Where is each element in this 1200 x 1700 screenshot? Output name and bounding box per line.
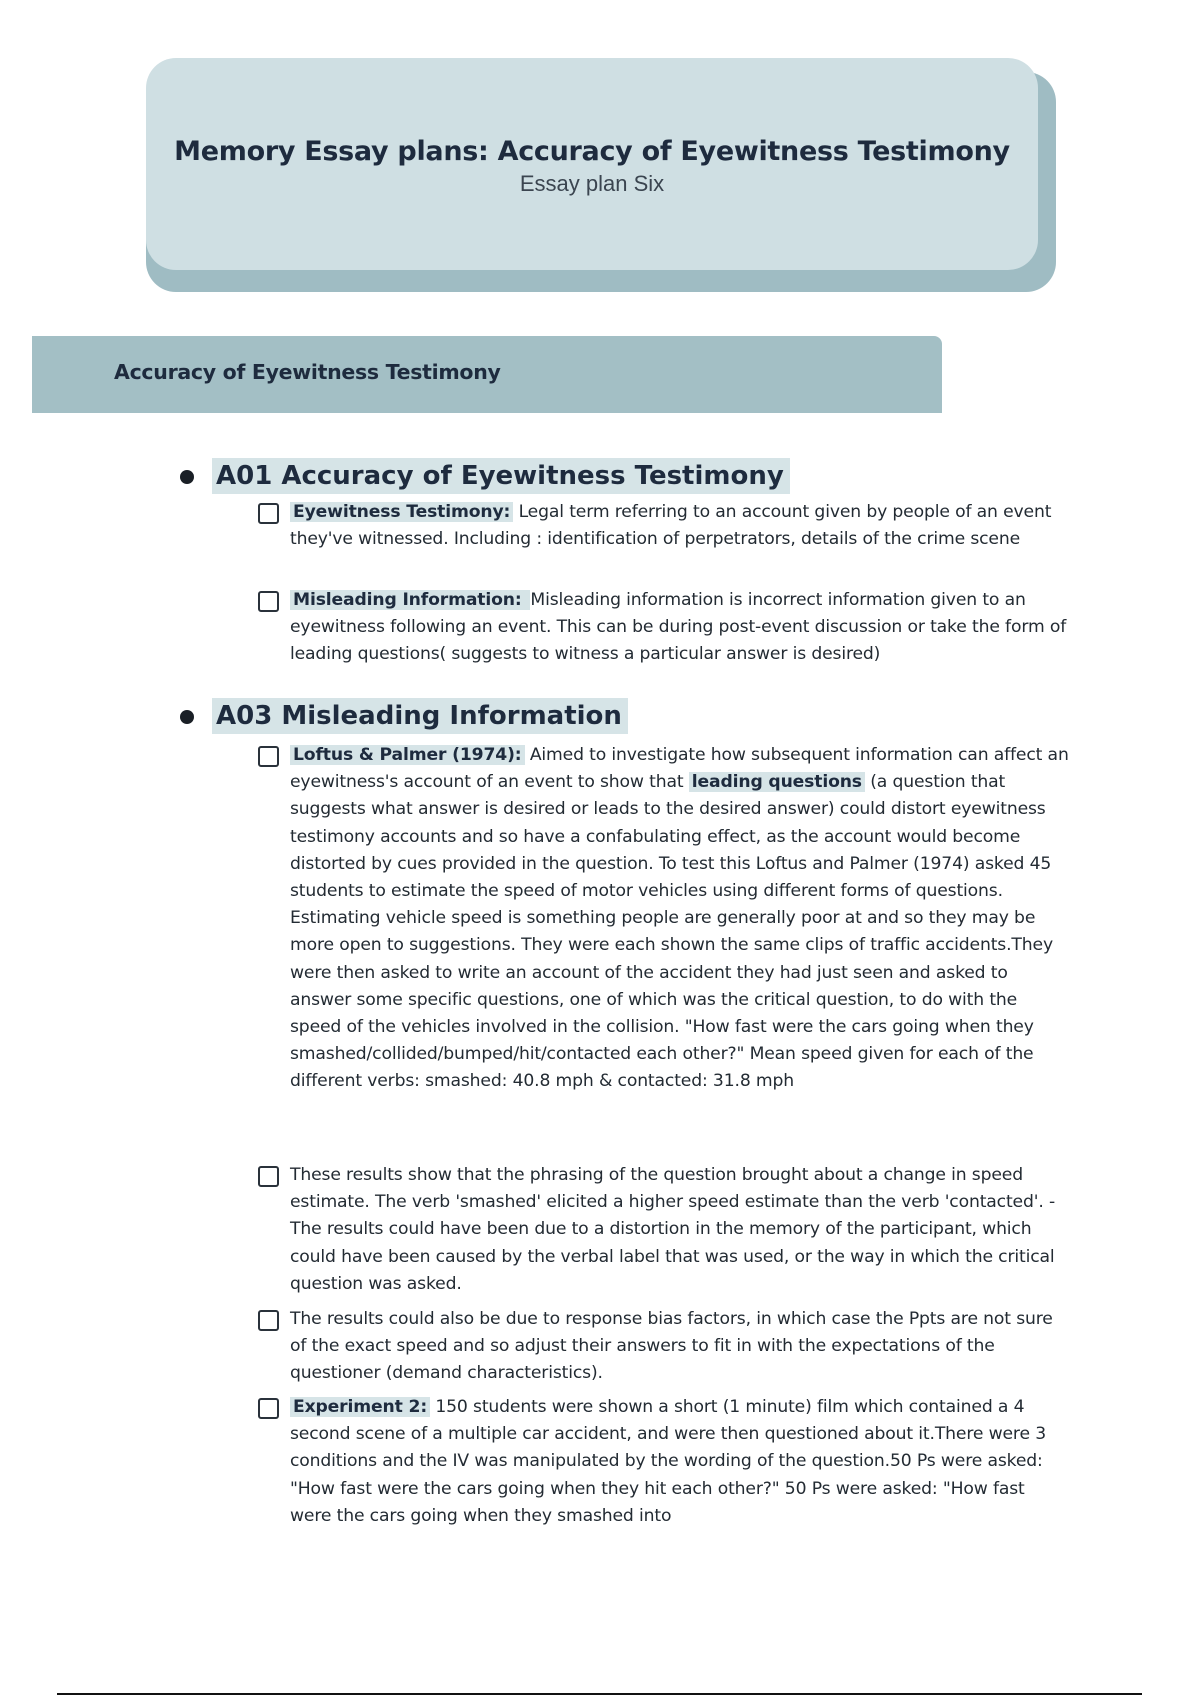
page-title: Memory Essay plans: Accuracy of Eyewitness Testimony bbox=[174, 136, 1010, 167]
header-card bbox=[146, 58, 1038, 270]
term-misleading-information: Misleading Information: bbox=[290, 590, 530, 610]
text-experiment-2: 150 students were shown a short (1 minute) film which contained a 4 second scene of a multiple car accident, and were then questioned about it.There were 3 conditions and the IV was manipulated by the wording of the question.50 Ps were asked: "How fast were the cars going when they hit each other?" 50 Ps were asked: "How fast were the cars going when they smashed into bbox=[290, 1397, 1046, 1526]
text-eyewitness-testimony: Legal term referring to an account given by people of an event they've witnessed. Including : identification of perpetrators, details of the crime scene bbox=[290, 502, 1052, 550]
footer-divider bbox=[57, 1693, 1142, 1695]
section-banner bbox=[32, 336, 942, 413]
text-loftus-method: (a question that suggests what answer is desired or leads to the desired answer) could distort eyewitness testimony accounts and so have a confabulating effect, as the account would become distorted by cues provided in the question. To test this Loftus and Palmer (1974) asked 45 students to estimate the speed of motor vehicles using different forms of questions. Estimating vehicle speed is something people are generally poor at and so they may be more open to suggestions. They were each shown the same clips of traffic accidents.They were then asked to write an account of the accident they had just seen and asked to answer some specific questions, one of which was the critical question, to do with the speed of the vehicles involved in the collision. "How fast were the cars going when they smashed/collided/bumped/hit/contacted each other?" Mean speed given for each of the different verbs: smashed: 40.8 mph & contacted: 31.8 mph bbox=[290, 772, 1053, 1092]
checkbox-results[interactable] bbox=[258, 1166, 279, 1187]
page-subtitle: Essay plan Six bbox=[519, 171, 665, 196]
text-misleading-information: Misleading information is incorrect information given to an eyewitness following an event. This can be during post-event discussion or take the form of leading questions( suggests to witness a particular answer is desired) bbox=[290, 590, 1067, 665]
checkbox-misleading[interactable] bbox=[258, 591, 279, 612]
text-loftus-aim: Aimed to investigate how subsequent information can affect an eyewitness's account of an event to show that bbox=[290, 745, 1069, 793]
term-experiment-2: Experiment 2: bbox=[290, 1397, 430, 1417]
list-item-results bbox=[290, 1162, 1070, 1298]
term-leading-questions: leading questions bbox=[689, 772, 865, 792]
checkbox-experiment-2[interactable] bbox=[258, 1398, 279, 1419]
bullet-icon bbox=[180, 710, 194, 724]
text-results: These results show that the phrasing of the question brought about a change in speed estimate. The verb 'smashed' elicited a higher speed estimate than the verb 'contacted'. - The results could have been due to a distortion in the memory of the participant, which could have been caused by the verbal label that was used, or the way in which the critical question was asked. bbox=[290, 1165, 1055, 1294]
list-item-response-bias bbox=[290, 1306, 1070, 1388]
list-item-loftus-palmer bbox=[290, 742, 1070, 1096]
list-item-eyewitness bbox=[290, 499, 1070, 553]
term-loftus-palmer: Loftus & Palmer (1974): bbox=[290, 745, 525, 765]
section-banner-label: Accuracy of Eyewitness Testimony bbox=[114, 360, 501, 384]
checkbox-loftus-palmer[interactable] bbox=[258, 746, 279, 767]
text-response-bias: The results could also be due to response bias factors, in which case the Ppts are not sure of the exact speed and so adjust their answers to fit in with the expectations of the questioner (demand characteristics). bbox=[290, 1309, 1053, 1384]
bullet-icon bbox=[180, 470, 194, 484]
term-eyewitness-testimony: Eyewitness Testimony: bbox=[290, 502, 513, 522]
checkbox-eyewitness[interactable] bbox=[258, 503, 279, 524]
list-item-misleading bbox=[290, 587, 1070, 669]
heading-a03: A03 Misleading Information bbox=[212, 698, 628, 734]
list-item-experiment-2 bbox=[290, 1394, 1070, 1530]
checkbox-response-bias[interactable] bbox=[258, 1310, 279, 1331]
heading-a01: A01 Accuracy of Eyewitness Testimony bbox=[212, 458, 790, 494]
